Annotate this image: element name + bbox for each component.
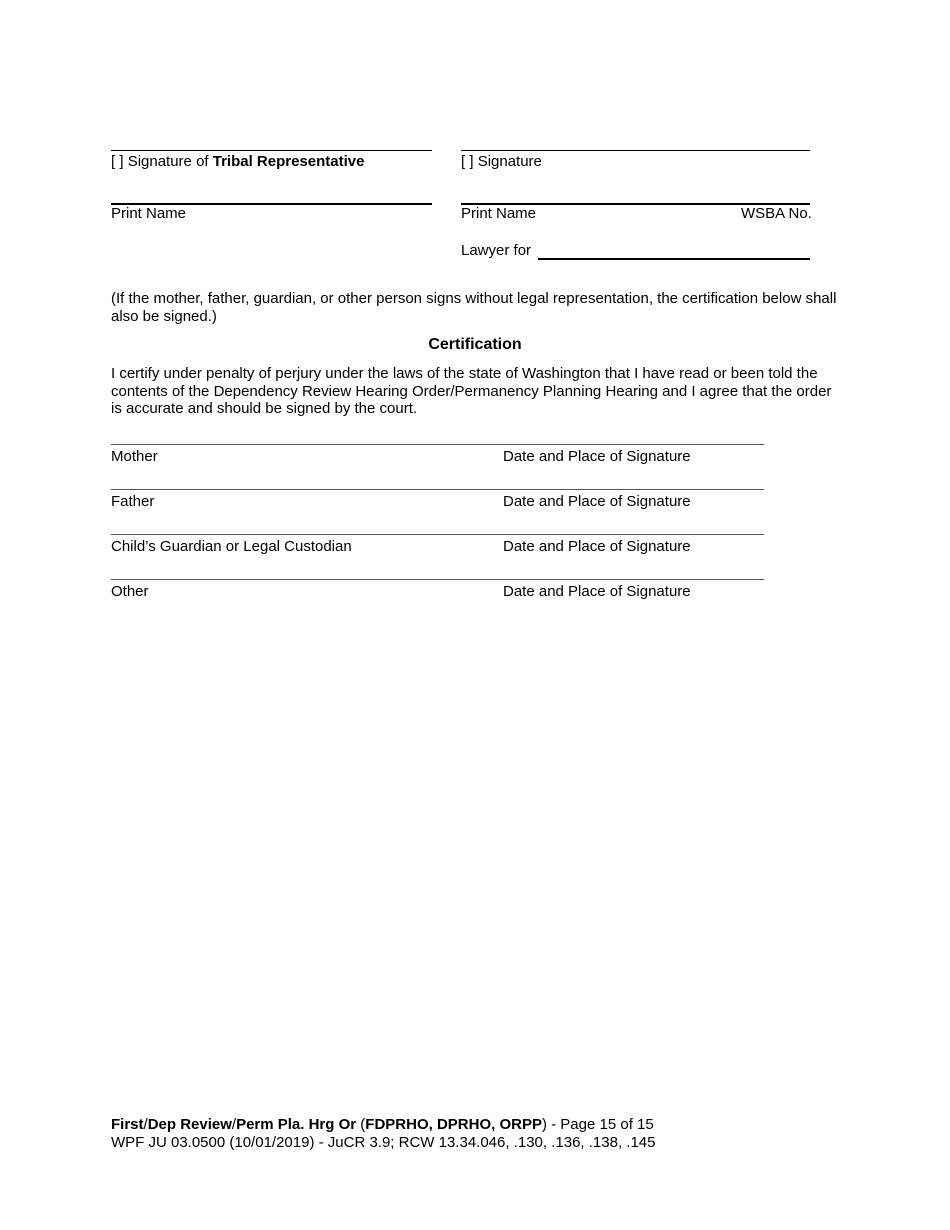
footer-paren-open: ( (356, 1116, 366, 1133)
father-label: Father (111, 493, 155, 510)
footer-title (111, 1116, 654, 1134)
left-print-name-label: Print Name (111, 205, 187, 222)
tribal-signature-label (111, 153, 364, 171)
footer-title-dep: Dep Review (147, 1116, 232, 1133)
tribal-checkbox[interactable]: [ ] (111, 153, 124, 170)
lawyer-sig-text: Signature (477, 153, 542, 170)
footer-sep2: / (231, 1116, 237, 1133)
guardian-label: Child’s Guardian or Legal Custodian (111, 538, 352, 555)
certification-body: I certify under penalty of perjury under the laws of the state of Washington that I have read or been told the contents of the Dependency Review Hearing Order/Permanency Planning Hearing and I agree that the order is accurate and should be signed by the court. (111, 365, 832, 417)
father-date-label: Date and Place of Signature (503, 493, 691, 510)
tribal-signature-line[interactable] (111, 150, 432, 151)
footer-sep1: / (143, 1116, 148, 1133)
tribal-sig-bold: Tribal Representative (212, 153, 365, 170)
footer-title-perm: Perm Pla. Hrg Or (236, 1116, 357, 1133)
footer-title-first: First (111, 1116, 144, 1133)
lawyer-for-line[interactable] (538, 258, 810, 260)
footer-paren-close: ) (541, 1116, 547, 1133)
father-signature-line[interactable] (111, 489, 764, 490)
unrepresented-note: (If the mother, father, guardian, or other person signs without legal representation, the certification below shall also be signed.) (111, 290, 837, 325)
right-print-name-label: Print Name (461, 205, 537, 222)
other-signature-line[interactable] (111, 579, 764, 580)
guardian-signature-line[interactable] (111, 534, 764, 535)
lawyer-for-label: Lawyer for (461, 242, 532, 259)
lawyer-signature-line[interactable] (461, 150, 810, 151)
mother-label: Mother (111, 448, 158, 465)
guardian-date-label: Date and Place of Signature (503, 538, 691, 555)
other-date-label: Date and Place of Signature (503, 583, 691, 600)
footer-page-info: - Page 15 of 15 (546, 1116, 654, 1133)
lawyer-checkbox[interactable]: [ ] (461, 153, 474, 170)
footer-codes: FDPRHO, DPRHO, ORPP (365, 1116, 542, 1133)
mother-date-label: Date and Place of Signature (503, 448, 691, 465)
footer-form-ref: WPF JU 03.0500 (10/01/2019) - JuCR 3.9; RCW 13.34.046, .130, .136, .138, .145 (111, 1134, 656, 1151)
certification-heading: Certification (428, 336, 522, 353)
wsba-label: WSBA No. (741, 205, 812, 222)
other-label: Other (111, 583, 149, 600)
tribal-sig-prefix: Signature of (127, 153, 209, 170)
lawyer-signature-label (461, 153, 542, 171)
mother-signature-line[interactable] (111, 444, 764, 445)
